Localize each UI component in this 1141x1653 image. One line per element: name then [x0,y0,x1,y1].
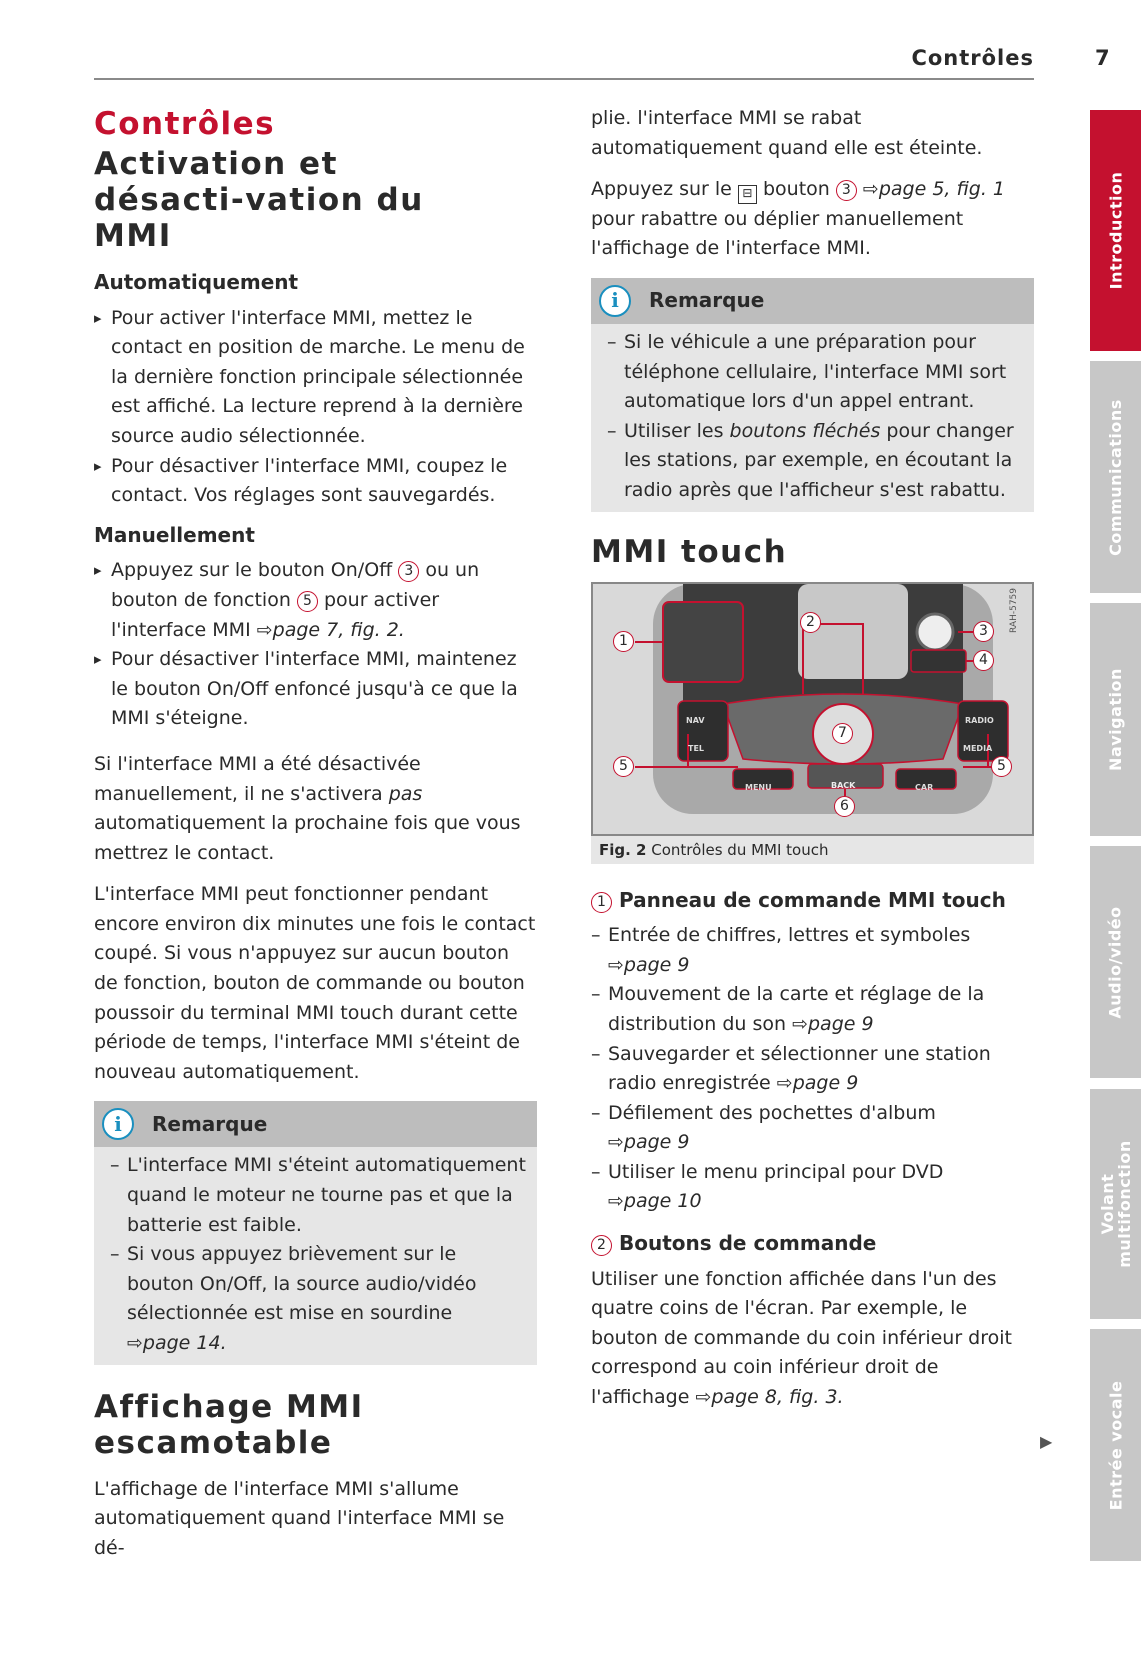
info-icon: i [599,285,631,317]
fig-btn-nav: NAV [686,715,705,725]
list-item [607,417,1024,506]
tab-label: Introduction [1106,171,1125,290]
fig-btn-car: CAR [915,782,934,792]
callout-5: 5 [297,591,318,612]
paragraph [591,1265,1034,1413]
page-ref[interactable]: ⇨page 14. [127,1332,227,1354]
running-header [94,44,1034,80]
text: Entrée de chiffres, lettres et symboles [608,924,971,947]
heading-mmi-touch: MMI touch [591,533,788,570]
heading-affichage: Affichage MMI escamotable [94,1388,364,1461]
callout-2: 2 [591,1235,612,1256]
tab-label: Audio/vidéo [1106,905,1126,1019]
tab-communications[interactable] [1090,361,1141,593]
note-box [591,278,1034,512]
heading-manual: Manuellement [94,522,255,547]
text: Sauvegarder et sélectionner une station radio enregistrée [608,1042,991,1095]
text: pour changer les stations, par exemple, en écoutant la radio après que l'afficheur s'est rabattu. [624,419,1014,501]
list-item [591,1040,1034,1099]
fig-btn-media: MEDIA [963,743,993,753]
page-ref[interactable]: ⇨page 9 [776,1072,859,1095]
fig-btn-menu: MENU [745,782,772,792]
list-item [591,1099,1034,1158]
heading-auto: Automatiquement [94,270,299,294]
list-item: – Si le véhicule a une préparation pour téléphone cellulaire, l'interface MMI sort automatique lors d'un appel entrant. [607,328,1024,417]
fig-callout-5-left: 5 [613,756,634,777]
tab-audio-video[interactable] [1090,846,1141,1078]
list-item: – L'interface MMI s'éteint automatiquement quand le moteur ne tourne pas et que la batterie est faible. [110,1151,527,1240]
list-item: ▸ Pour activer l'interface MMI, mettez le contact en position de marche. Le menu de la dernière fonction principale sélectionnée est affiché. La lecture reprend à la dernière source audio sélectionnée. [94,304,537,452]
tab-entree-vocale[interactable] [1090,1329,1141,1561]
page-ref[interactable]: ⇨page 10 [608,1190,702,1213]
tab-label: Navigation [1106,668,1125,771]
fig-btn-radio: RADIO [965,715,994,725]
right-column [591,104,1034,1425]
heading-buttons [591,1229,1034,1259]
fig-callout-4: 4 [973,650,994,671]
text: Utiliser une fonction affichée dans l'un des quatre coins de l'écran. Par exemple, le bouton de commande du coin inférieur droit correspond au coin inférieur droit de l'affichage [591,1267,1012,1409]
paragraph: L'interface MMI peut fonctionner pendant encore environ dix minutes une fois le contact coupé. Si vous n'appuyez sur aucun bouton de fonction, bouton de commande ou bouton poussoir du terminal MMI touch durant cette période de temps, l'interface MMI s'éteint de nouveau automatiquement. [94,883,536,1083]
emphasis: boutons fléchés [729,419,881,442]
page-number: 7 [1095,46,1110,70]
text: Boutons de commande [618,1231,877,1256]
text: automatiquement la prochaine fois que vous mettrez le contact. [94,812,521,864]
list-item [110,1240,527,1358]
note-title: Remarque [649,288,765,313]
paragraph: plie. l'interface MMI se rabat automatiquement quand elle est éteinte. [591,107,983,159]
left-column [94,104,537,1575]
page-ref[interactable]: ⇨page 8, fig. 3. [695,1386,844,1409]
chapter-title: Contrôles [94,106,276,142]
page-ref[interactable]: ⇨page 9 [608,1131,690,1154]
list-item: ▸ Pour désactiver l'interface MMI, maintenez le bouton On/Off enfoncé jusqu'à ce que la MMI s'éteigne. [94,645,537,734]
heading-panel [591,886,1034,916]
tab-label: Communications [1106,398,1126,556]
callout-3: 3 [398,561,419,582]
page-ref[interactable]: ⇨page 9 [608,953,690,976]
continue-arrow-icon: ▶ [1040,1432,1053,1451]
text: Mouvement de la carte et réglage de la distribution du son [608,983,985,1035]
list-item [591,921,1034,980]
figure-mmi-touch [591,582,1034,836]
fig-callout-1: 1 [613,631,634,652]
text: Défilement des pochettes d'album [608,1101,936,1124]
callout-1: 1 [591,892,612,913]
text: ou un bouton de fonction [111,559,480,611]
caption-text: Contrôles du MMI touch [651,840,829,859]
fig-callout-3: 3 [973,621,994,642]
text: Appuyez sur le bouton On/Off [111,559,393,582]
heading-activation: Activation et désacti-vation du MMI [94,146,424,254]
fig-callout-6: 6 [834,796,855,817]
page-ref[interactable]: ⇨page 7, fig. 2. [256,618,405,641]
text: Si l'interface MMI a été désactivée manuellement, il ne s'activera [94,752,421,805]
list-item [94,556,537,645]
fig-callout-7: 7 [832,723,853,744]
fig-btn-back: BACK [831,780,856,790]
text: Utiliser les [624,419,730,442]
header-section: Contrôles [911,46,1034,70]
list-item [591,1158,1034,1217]
display-fold-icon: ⊟ [738,185,757,204]
paragraph [591,175,1034,264]
fig-btn-tel: TEL [688,743,705,753]
tab-volant-multifonction[interactable] [1090,1089,1141,1319]
info-icon: i [102,1108,134,1140]
fig-callout-2: 2 [800,612,821,633]
text: Utiliser le menu principal pour DVD [608,1160,944,1183]
text: pour activer l'interface MMI [111,588,440,641]
text: pour rabattre ou déplier manuellement l'affichage de l'interface MMI. [591,207,964,260]
list-item [591,980,1034,1039]
page-ref[interactable]: ⇨page 5, fig. 1 [862,178,1005,201]
fig-code: RAH-5759 [1009,587,1020,633]
tab-navigation[interactable] [1090,603,1141,836]
paragraph: L'affichage de l'interface MMI s'allume automatiquement quand l'interface MMI se dé- [94,1477,505,1559]
fig-callout-5-right: 5 [991,756,1012,777]
callout-3: 3 [836,180,857,201]
note-box [94,1101,537,1364]
text: Appuyez sur le [591,178,732,201]
text: Si vous appuyez brièvement sur le bouton On/Off, la source audio/vidéo sélectionnée est mise en sourdine [127,1243,477,1325]
tab-label: Entrée vocale [1106,1380,1126,1510]
emphasis: pas [388,782,423,805]
list-item: ▸ Pour désactiver l'interface MMI, coupez le contact. Vos réglages sont sauvegardés. [94,452,537,511]
tab-introduction[interactable] [1090,110,1141,351]
fig-label: Fig. 2 [599,840,647,859]
paragraph [94,750,537,868]
page-ref[interactable]: ⇨page 9 [792,1012,874,1035]
text: bouton [762,178,830,201]
text: Panneau de commande MMI touch [618,887,1006,912]
figure-caption [591,836,1034,864]
tab-label: Volant multifonction [1097,1140,1134,1268]
note-title: Remarque [152,1111,268,1136]
